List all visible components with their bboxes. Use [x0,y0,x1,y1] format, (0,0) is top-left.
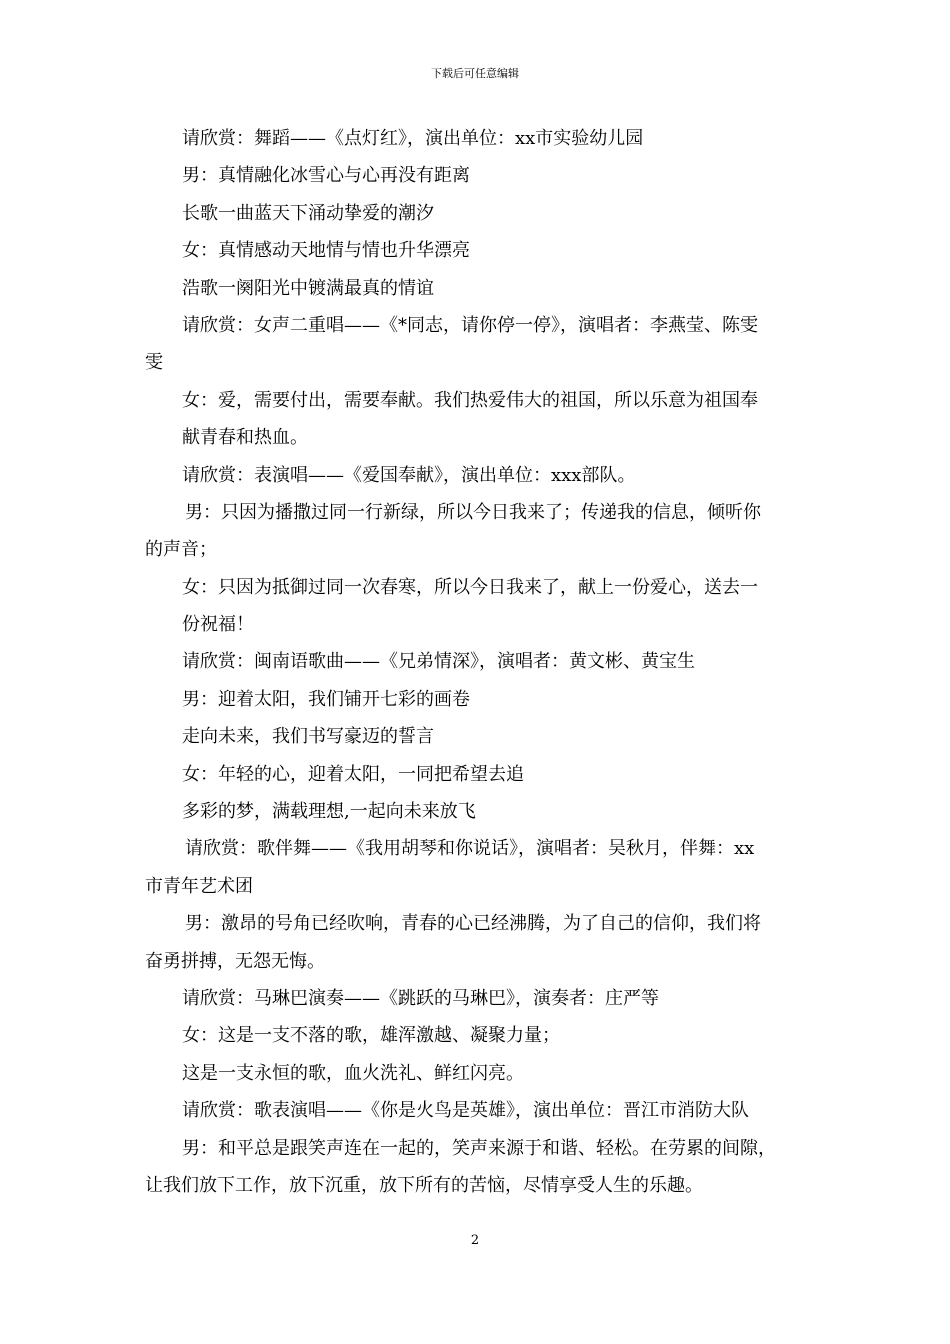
text-line: 长歌一曲蓝天下涌动挚爱的潮汐 [182,202,434,224]
text-line: 男：激昂的号角已经吹响，青春的心已经沸腾，为了自己的信仰，我们将 [185,913,761,935]
text-line: 男：真情融化冰雪心与心再没有距离 [182,165,470,187]
text-line: 女：只因为抵御过同一次春寒，所以今日我来了，献上一份爱心，送去一 [182,576,758,598]
text-line: 女：爱，需要付出，需要奉献。我们热爱伟大的祖国，所以乐意为祖国奉 [182,389,758,411]
text-line: 女：年轻的心，迎着太阳，一同把希望去追 [182,763,524,785]
text-line: 请欣赏：表演唱——《爱国奉献》，演出单位：xxx部队。 [182,464,636,486]
text-line: 男：和平总是跟笑声连在一起的，笑声来源于和谐、轻松。在劳累的间隙， [182,1137,776,1159]
text-line: 让我们放下工作，放下沉重，放下所有的苦恼，尽情享受人生的乐趣。 [145,1174,703,1196]
page-header: 下载后可任意编辑 [431,67,519,80]
text-line: 奋勇拼搏，无怨无悔。 [145,950,325,972]
text-line: 请欣赏：歌伴舞——《我用胡琴和你说话》，演唱者：吴秋月，伴舞：xx [185,838,755,860]
text-line: 浩歌一阕阳光中镀满最真的情谊 [182,277,434,299]
text-line: 的声音； [145,539,217,561]
text-line: 走向未来，我们书写豪迈的誓言 [182,726,434,748]
text-line: 份祝福！ [182,614,254,636]
document-body [145,120,825,1204]
text-line: 献青春和热血。 [182,427,308,449]
text-line: 请欣赏：歌表演唱——《你是火鸟是英雄》，演出单位：晋江市消防大队 [182,1100,749,1122]
text-line: 男：迎着太阳，我们铺开七彩的画卷 [182,688,470,710]
text-line: 市青年艺术团 [145,875,253,897]
text-line: 请欣赏：闽南语歌曲——《兄弟情深》，演唱者：黄文彬、黄宝生 [182,651,695,673]
text-line: 请欣赏：马琳巴演奏——《跳跃的马琳巴》，演奏者：庄严等 [182,987,659,1009]
text-line: 女：这是一支不落的歌，雄浑激越、凝聚力量； [182,1025,560,1047]
text-line: 多彩的梦，满载理想,一起向未来放飞 [182,801,476,823]
text-line: 这是一支永恒的歌，血火洗礼、鲜红闪亮。 [182,1062,524,1084]
text-line: 请欣赏：舞蹈——《点灯红》，演出单位：xx市实验幼儿园 [182,128,644,149]
text-line: 女：真情感动天地情与情也升华漂亮 [182,240,470,262]
text-line: 男：只因为播撒过同一行新绿，所以今日我来了；传递我的信息，倾听你 [185,501,761,523]
text-line: 请欣赏：女声二重唱——《*同志，请你停一停》，演唱者：李燕莹、陈雯 [182,314,758,336]
page-number: 2 [470,1233,480,1248]
text-line: 雯 [145,352,163,374]
